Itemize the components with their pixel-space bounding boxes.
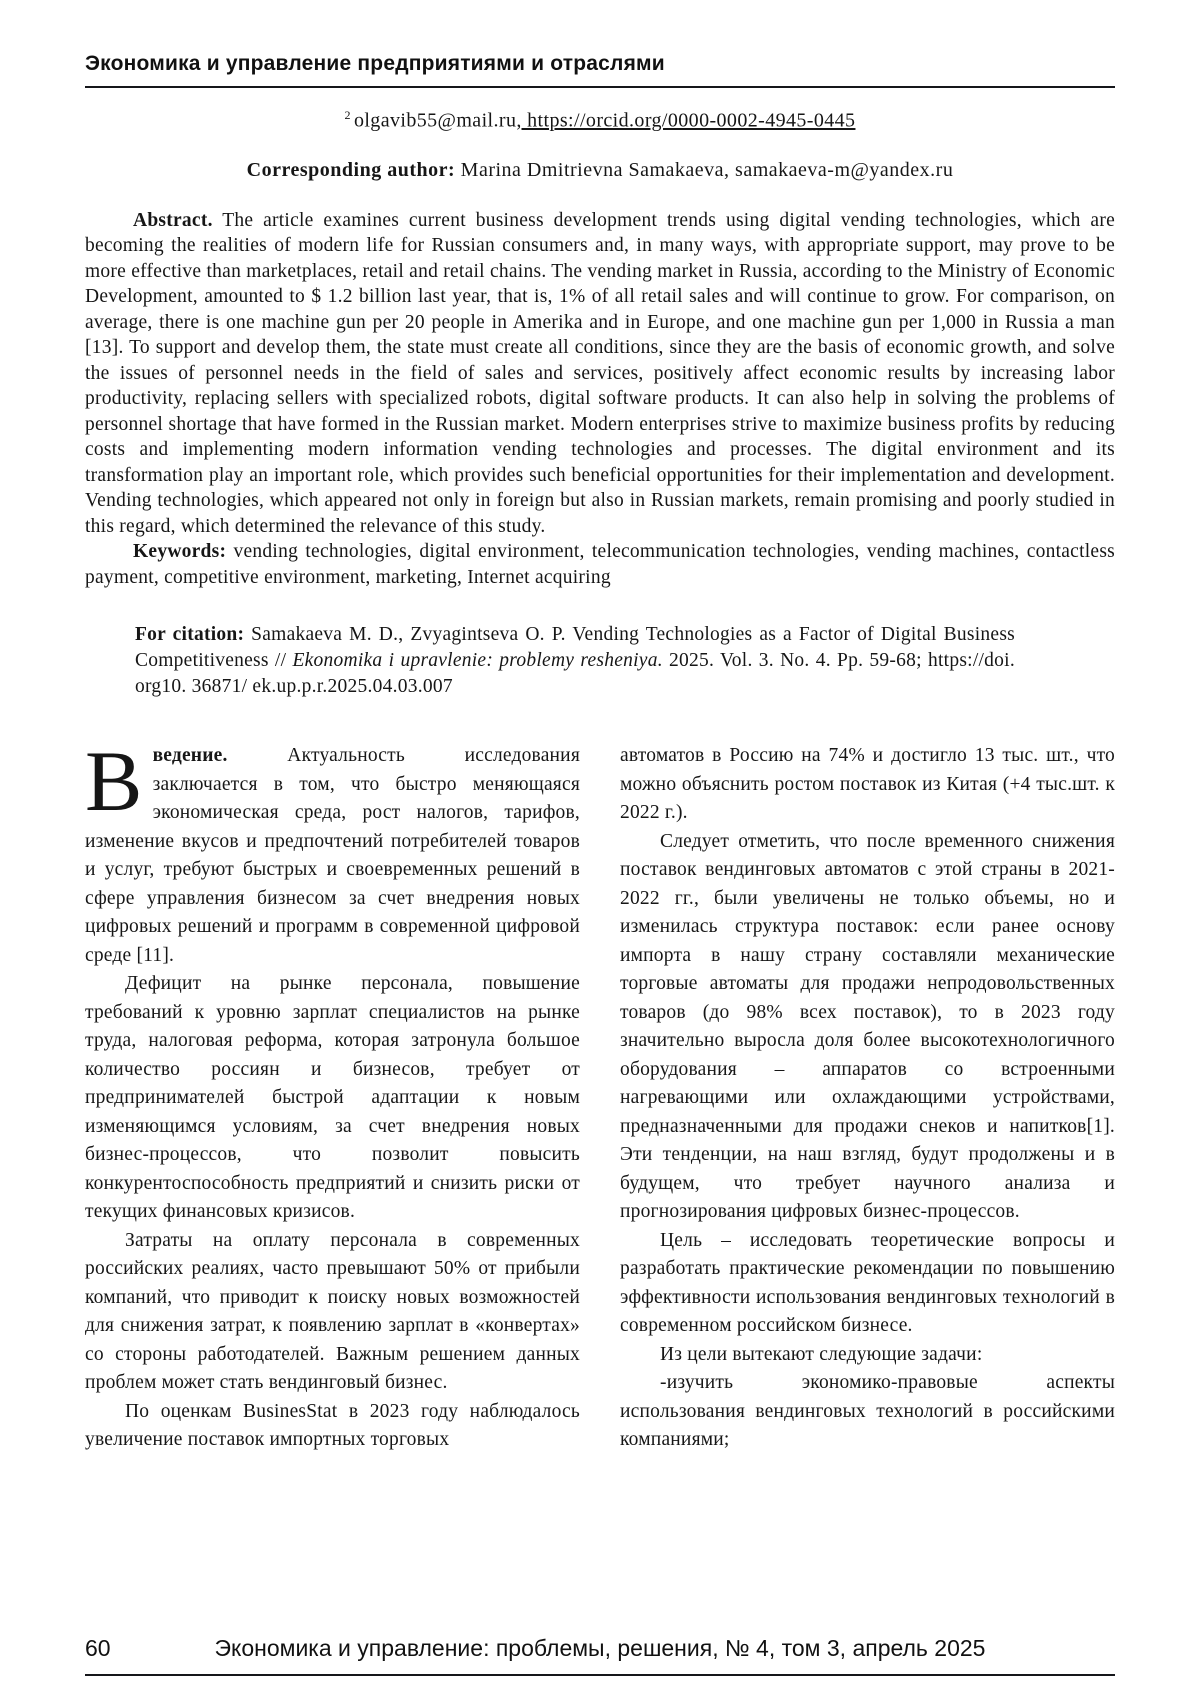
paragraph: [85, 970, 580, 1227]
paragraph: [620, 742, 1115, 828]
keywords-label: Keywords:: [133, 541, 227, 563]
citation-journal-name: Ekonomika i upravlenie: problemy resheniya.: [292, 650, 663, 672]
keywords-paragraph: [85, 539, 1115, 590]
header-rule: [85, 86, 1115, 88]
corresponding-author-label: Corresponding author:: [246, 158, 456, 181]
paragraph: [620, 1369, 1115, 1455]
paragraph: [620, 1227, 1115, 1341]
citation-text-before: Samakaeva M. D., Zvyagintseva O. P. Vending Technologies as a Factor of Digital Business Competitiveness //: [135, 624, 1016, 672]
keywords-text: vending technologies, digital environment, telecommunication technologies, vending machines, contactless payment, competitive environment, marketing, Internet acquiring: [85, 541, 1115, 588]
column-left: [85, 733, 580, 1455]
footer-rule: [85, 1674, 1115, 1676]
paragraph-text: По оценкам BusinesStat в 2023 году наблюдалось увеличение поставок импортных торговых: [85, 1400, 580, 1451]
section-title: Экономика и управление предприятиями и отраслями: [85, 52, 665, 75]
paragraph-text: Затраты на оплату персонала в современных российских реалиях, часто превышают 50% от прибыли компаний, что приводит к поиску новых возможностей для снижения затрат, к появлению зарплат в «конвертах» со стороны работодателей. Важным решением данных проблем может стать вендинговый бизнес.: [85, 1229, 580, 1394]
introduction-heading: ведение.: [152, 745, 228, 767]
author-affiliation-marker: 2: [344, 108, 351, 122]
running-head: [85, 52, 1115, 88]
page-number: 60: [85, 1635, 111, 1661]
orcid-link[interactable]: , https://orcid.org/0000-0002-4945-0445: [516, 109, 856, 132]
paragraph: [620, 828, 1115, 1227]
citation-block: [135, 622, 1015, 700]
paragraph: [620, 1341, 1115, 1370]
footer-journal-title: Экономика и управление: проблемы, решения, № 4, том 3, апрель 2025: [214, 1635, 986, 1661]
paragraph-text: -изучить экономико-правовые аспекты использования вендинговых технологий в российскими компаниями;: [620, 1372, 1115, 1451]
paragraph: [85, 1227, 580, 1398]
paragraph-text: Следует отметить, что после временного снижения поставок вендинговых автоматов с этой страны в 2021-2022 гг., были увеличены не только объемы, но и изменилась структура поставок: если ранее основу импорта в нашу страну составляли механические торговые автоматы для продажи непродовольственных товаров (до 98% всех поставок), то в 2023 году значительно выросла доля более высокотехнологичного оборудования – аппаратов со встроенными нагревающими или охлаждающими устройствами, предназначенными для продажи снеков и напитков[1]. Эти тенденции, на наш взгляд, будут продолжены и в будущем, что требует научного анализа и прогнозирования цифровых бизнес-процессов.: [620, 830, 1115, 1223]
author-email: olgavib55@mail.ru: [353, 109, 517, 132]
abstract-text: The article examines current business development trends using digital vending technologies, which are becoming the realities of modern life for Russian consumers and, in many ways, with appropriate support, may prove to be more effective than marketplaces, retail and retail chains. The vending market in Russia, according to the Ministry of Economic Development, amounted to $ 1.2 billion last year, that is, 1% of all retail sales and will continue to grow. For comparison, on average, there is one machine gun per 20 people in Amerika and in Europe, and one machine gun per 1,000 in Russia a man [13]. To support and develop them, the state must create all conditions, since they are the basis of economic growth, and solve the issues of personnel needs in the field of sales and services, positively affect economic results by increasing labor productivity, replacing sellers with specialized robots, digital software products. It can also help in solving the problems of personnel shortage that have formed in the Russian market. Modern enterprises strive to maximize business profits by reducing costs and implementing modern information vending technologies and processes. The digital environment and its transformation play an important role, which provides such beneficial opportunities for their implementation and development. Vending technologies, which appeared not only in foreign but also in Russian markets, remain promising and poorly studied in this regard, which determined the relevance of this study.: [85, 209, 1115, 537]
abstract-label: Abstract.: [133, 209, 213, 231]
paragraph: [85, 1398, 580, 1455]
author-contact-line: [85, 108, 1115, 133]
paragraph-text: Из цели вытекают следующие задачи:: [660, 1343, 983, 1365]
paragraph-text: Цель – исследовать теоретические вопросы и разработать практические рекомендации по повышению эффективности использования вендинговых технологий в современном российском бизнесе.: [620, 1229, 1115, 1337]
paragraph-text: Актуальность исследования заключается в том, что быстро меняющаяся экономическая среда, рост налогов, тарифов, изменение вкусов и предпочтений потребителей товаров и услуг, требуют быстрых и своевременных решений в сфере управления бизнесом за счет внедрения новых цифровых решений и программ в современной цифровой среде [11].: [85, 745, 580, 966]
article-body: [85, 733, 1115, 1455]
drop-cap: В: [85, 733, 143, 830]
corresponding-author-line: [85, 159, 1115, 182]
citation-text-after: 2025. Vol. 3. No. 4. Pp. 59-68; https://doi. org10. 36871/ ek.up.p.r.2025.04.03.007: [135, 650, 1015, 698]
column-right: [620, 742, 1115, 1455]
citation-label: For citation:: [135, 624, 245, 646]
paragraph-text: автоматов в Россию на 74% и достигло 13 тыс. шт., что можно объяснить ростом поставок из Китая (+4 тыс.шт. к 2022 г.).: [620, 745, 1115, 824]
page-footer: [85, 1635, 1115, 1676]
paragraph-text: Дефицит на рынке персонала, повышение требований к уровню зарплат специалистов на рынке труда, налоговая реформа, которая затронула большое количество россиян и бизнесов, требует от предпринимателей быстрой адаптации к новым изменяющимся условиям, за счет внедрения новых бизнес-процессов, что позволит повысить конкурентоспособность предприятий и снизить риски от текущих финансовых кризисов.: [85, 973, 580, 1223]
footer-row: [85, 1635, 1115, 1662]
corresponding-author-text: Marina Dmitrievna Samakaeva, samakaeva-m@yandex.ru: [455, 158, 954, 181]
abstract-paragraph: [85, 208, 1115, 540]
paragraph-introduction: [85, 733, 580, 970]
